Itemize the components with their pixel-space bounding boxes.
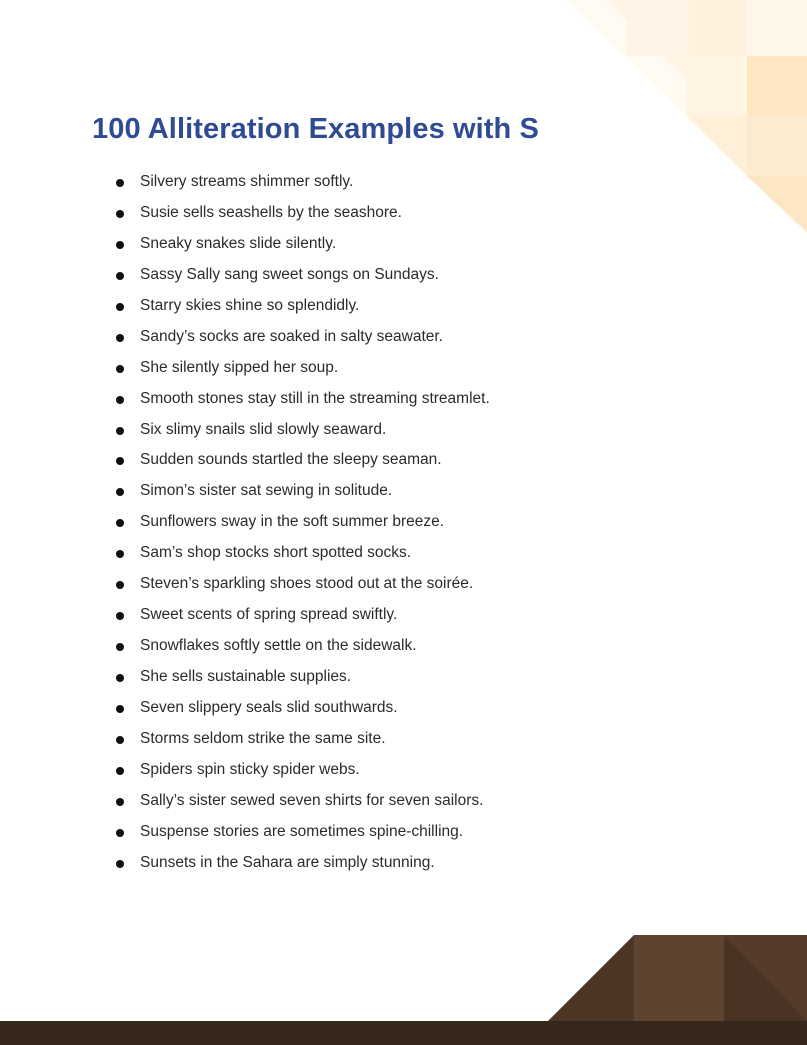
list-item [116,538,490,569]
list-item [116,476,490,507]
list-item [116,755,490,786]
list-item-text: Suspense stories are sometimes spine-chilling. [140,822,464,840]
list-item-text: Simon’s sister sat sewing in solitude. [140,482,393,500]
list-item [116,384,490,415]
list-item [116,631,490,662]
bullet-icon [116,179,124,187]
list-item-text: Seven slippery seals slid southwards. [140,698,398,716]
list-item-text: Sunflowers sway in the soft summer breeze. [140,513,445,531]
list-item-text: Sudden sounds startled the sleepy seaman. [140,451,442,469]
page-title: 100 Alliteration Examples with S [92,113,539,145]
bullet-icon [116,241,124,249]
list-item-text: Susie sells seashells by the seashore. [140,203,402,221]
bullet-icon [116,798,124,806]
list-item [116,848,490,879]
bullet-icon [116,210,124,218]
list-item [116,291,490,322]
bullet-icon [116,272,124,280]
list-item-text: Starry skies shine so splendidly. [140,296,360,314]
list-item [116,415,490,446]
list-item [116,229,490,260]
list-item [116,724,490,755]
list-item [116,569,490,600]
bullet-icon [116,334,124,342]
list-item-text: Six slimy snails slid slowly seaward. [140,420,387,438]
list-item-text: Sandy’s socks are soaked in salty seawater. [140,327,443,345]
list-item-text: She sells sustainable supplies. [140,668,352,685]
list-item [116,445,490,476]
bullet-icon [116,736,124,744]
list-item-text: Sassy Sally sang sweet songs on Sundays. [140,265,439,283]
list-item-text: Steven’s sparkling shoes stood out at the soirée. [140,575,474,593]
bullet-icon [116,396,124,404]
bullet-icon [116,457,124,465]
corner-decoration-top [567,0,807,235]
bullet-icon [116,550,124,558]
alliteration-list [116,167,490,879]
bullet-icon [116,705,124,713]
bullet-icon [116,860,124,868]
bullet-icon [116,519,124,527]
list-item [116,693,490,724]
bullet-icon [116,488,124,496]
bullet-icon [116,581,124,589]
bullet-icon [116,674,124,682]
list-item-text: She silently sipped her soup. [140,358,339,376]
list-item [116,322,490,353]
bullet-icon [116,303,124,311]
list-item [116,786,490,817]
list-item [116,198,490,229]
list-item-text: Sneaky snakes slide silently. [140,234,337,252]
list-item [116,817,490,848]
bullet-icon [116,612,124,620]
list-item-text: Spiders spin sticky spider webs. [140,760,360,778]
list-item [116,507,490,538]
list-item-text: Sweet scents of spring spread swiftly. [140,606,398,624]
list-item [116,167,490,198]
list-item-text: Silvery streams shimmer softly. [140,173,354,190]
bullet-icon [116,829,124,837]
list-item [116,600,490,631]
list-item [116,260,490,291]
bullet-icon [116,365,124,373]
list-item [116,662,490,693]
bullet-icon [116,427,124,435]
list-item [116,353,490,384]
list-item-text: Snowflakes softly settle on the sidewalk. [140,637,417,655]
bullet-icon [116,643,124,651]
list-item-text: Sally’s sister sewed seven shirts for seven sailors. [140,791,484,809]
list-item-text: Smooth stones stay still in the streaming streamlet. [140,389,490,407]
list-item-text: Storms seldom strike the same site. [140,729,386,747]
bullet-icon [116,767,124,775]
list-item-text: Sam’s shop stocks short spotted socks. [140,544,412,562]
corner-decoration-bottom [0,935,807,1045]
list-item-text: Sunsets in the Sahara are simply stunning. [140,853,435,871]
